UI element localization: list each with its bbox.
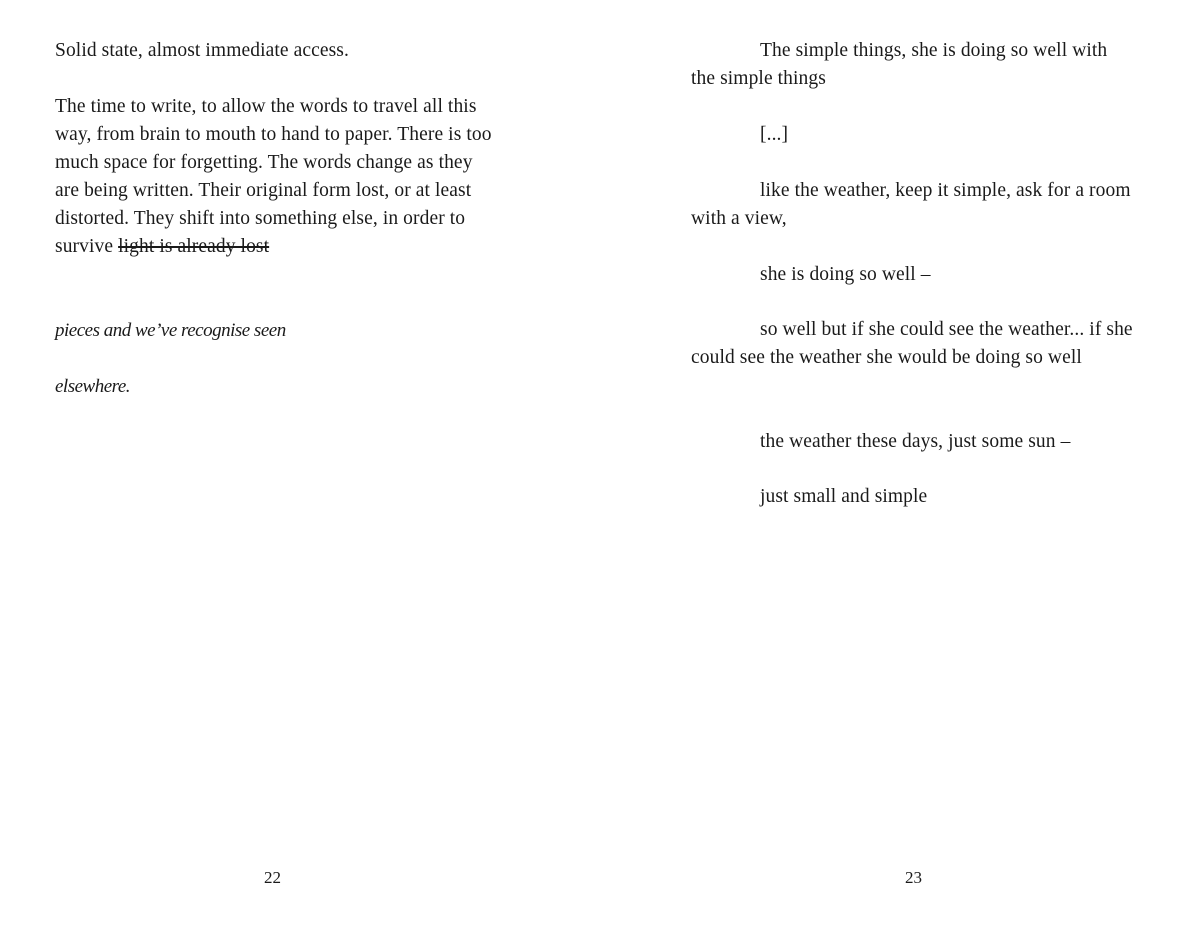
italic-line: elsewhere. bbox=[55, 376, 131, 397]
stanza: [...] bbox=[760, 124, 789, 145]
stanza: she is doing so well – bbox=[760, 264, 931, 285]
page-number: 23 bbox=[905, 868, 922, 887]
page-number: 22 bbox=[264, 868, 281, 887]
paragraph-text: The time to write, to allow the words to travel all this way, from brain to mouth to hand to paper. There is too much space for forgetting. The words change as they are being written. Their original form lost, or at least distorted. They shift into something else, in order to survive bbox=[55, 96, 492, 257]
stanza: so well but if she could see the weather... if she could see the weather she would be doing so well bbox=[691, 319, 1133, 368]
stanza: like the weather, keep it simple, ask for a room with a view, bbox=[691, 180, 1131, 229]
stanza: just small and simple bbox=[760, 486, 928, 507]
stanza: the weather these days, just some sun – bbox=[760, 431, 1071, 452]
stanza: The simple things, she is doing so well with the simple things bbox=[691, 40, 1108, 89]
body-paragraph bbox=[55, 93, 495, 261]
opening-line: Solid state, almost immediate access. bbox=[55, 40, 349, 61]
right-page bbox=[600, 0, 1200, 927]
italic-line: pieces and we’ve recognise seen bbox=[55, 320, 286, 341]
struck-through-text: light is already lost bbox=[118, 236, 270, 257]
